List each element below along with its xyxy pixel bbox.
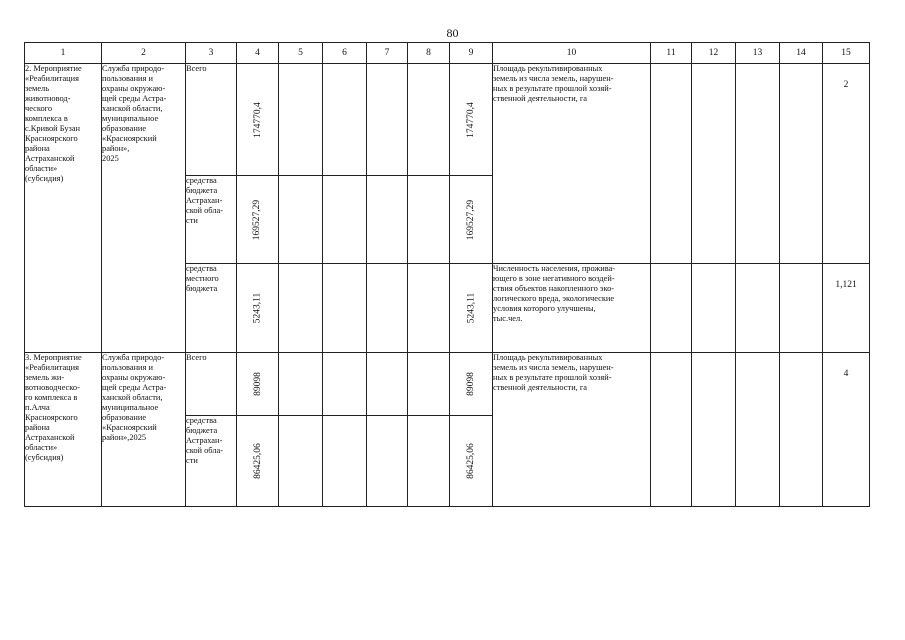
- indicator-value-cell: 4: [823, 353, 870, 507]
- empty-cell: [651, 353, 692, 507]
- amount-value: 5243,11: [466, 292, 476, 324]
- amount-value: 86425,06: [252, 443, 263, 479]
- empty-cell: [279, 64, 323, 176]
- empty-cell: [323, 416, 367, 507]
- empty-cell: [692, 264, 736, 353]
- header-cell: 5: [279, 43, 323, 64]
- empty-cell: [367, 416, 408, 507]
- funding-source-cell: средства бюджета Астрахан- ской обла- сти: [186, 176, 237, 264]
- indicator-cell: Площадь рекультивированных земель из числа земель, нарушен- ных в результате прошлой хозяй- ственной деятельности, га: [493, 64, 651, 264]
- header-cell: 7: [367, 43, 408, 64]
- empty-cell: [692, 64, 736, 264]
- indicator-value-cell: 1,121: [823, 264, 870, 353]
- funding-source-cell: средства бюджета Астрахан- ской обла- сти: [186, 416, 237, 507]
- amount-value: 174770,4: [466, 101, 476, 138]
- empty-cell: [408, 264, 450, 353]
- page-number: 80: [446, 26, 459, 40]
- amount-cell: [237, 264, 279, 353]
- header-cell: 8: [408, 43, 450, 64]
- empty-cell: [323, 264, 367, 353]
- empty-cell: [736, 64, 780, 264]
- empty-cell: [780, 264, 823, 353]
- amount-value: 89098: [252, 372, 263, 396]
- empty-cell: [367, 176, 408, 264]
- amount-cell: [450, 64, 493, 176]
- amount-cell: [450, 353, 493, 416]
- funding-source-cell: Всего: [186, 353, 237, 416]
- header-cell: 12: [692, 43, 736, 64]
- empty-cell: [651, 264, 692, 353]
- funding-source-cell: средства местного бюджета: [186, 264, 237, 353]
- executor-cell: Служба природо- пользования и охраны окружаю- щей среды Астра- ханской области, муниципальное образование «Красноярский район»,2025: [102, 353, 186, 507]
- funding-source-cell: Всего: [186, 64, 237, 176]
- budget-table: [24, 42, 870, 507]
- empty-cell: [408, 64, 450, 176]
- header-cell: 10: [493, 43, 651, 64]
- amount-cell: [450, 416, 493, 507]
- empty-cell: [279, 353, 323, 416]
- amount-value: 89098: [466, 372, 476, 396]
- amount-cell: [237, 416, 279, 507]
- empty-cell: [780, 64, 823, 264]
- empty-cell: [408, 176, 450, 264]
- header-cell: 3: [186, 43, 237, 64]
- amount-cell: [450, 264, 493, 353]
- empty-cell: [651, 64, 692, 264]
- empty-cell: [367, 353, 408, 416]
- amount-value: 5243,11: [252, 292, 263, 324]
- header-cell: 15: [823, 43, 870, 64]
- empty-cell: [367, 264, 408, 353]
- empty-cell: [323, 176, 367, 264]
- empty-cell: [279, 264, 323, 353]
- empty-cell: [367, 64, 408, 176]
- empty-cell: [323, 64, 367, 176]
- executor-cell: Служба природо- пользования и охраны окружаю- щей среды Астра- ханской области, муниципальное образование «Красноярский район», 2025: [102, 64, 186, 353]
- amount-cell: [237, 176, 279, 264]
- header-cell: 13: [736, 43, 780, 64]
- header-cell: 9: [450, 43, 493, 64]
- amount-cell: [237, 353, 279, 416]
- empty-cell: [408, 416, 450, 507]
- amount-cell: [450, 176, 493, 264]
- table-row: [25, 353, 870, 416]
- header-cell: 11: [651, 43, 692, 64]
- empty-cell: [279, 416, 323, 507]
- indicator-cell: Площадь рекультивированных земель из числа земель, нарушен- ных в результате прошлой хозяй- ственной деятельности, га: [493, 353, 651, 507]
- event-name-cell: 2. Мероприятие «Реабилитация земель животновод- ческого комплекса в с.Кривой Бузан Красноярского района Астраханской области» (субсидия): [25, 64, 102, 353]
- empty-cell: [780, 353, 823, 507]
- amount-value: 86425,06: [466, 443, 476, 479]
- amount-value: 169527,29: [466, 199, 476, 240]
- header-cell: 2: [102, 43, 186, 64]
- header-cell: 1: [25, 43, 102, 64]
- header-cell: 4: [237, 43, 279, 64]
- empty-cell: [736, 264, 780, 353]
- header-cell: 14: [780, 43, 823, 64]
- empty-cell: [736, 353, 780, 507]
- header-cell: 6: [323, 43, 367, 64]
- event-name-cell: 3. Мероприятие «Реабилитация земель жи- вотноводческо- го комплекса в п.Алча Красноярского района Астраханской области» (субсидия): [25, 353, 102, 507]
- empty-cell: [323, 353, 367, 416]
- indicator-cell: Численность населения, прожива- ющего в зоне негативного воздей- ствия объектов накопленного эко- логического вреда, экологические условия которого улучшены, тыс.чел.: [493, 264, 651, 353]
- empty-cell: [408, 353, 450, 416]
- amount-value: 174770,4: [252, 101, 263, 138]
- amount-cell: [237, 64, 279, 176]
- indicator-value-cell: 2: [823, 64, 870, 264]
- amount-value: 169527,29: [252, 199, 263, 240]
- empty-cell: [279, 176, 323, 264]
- table-header-row: [25, 43, 870, 64]
- table-row: [25, 64, 870, 176]
- empty-cell: [692, 353, 736, 507]
